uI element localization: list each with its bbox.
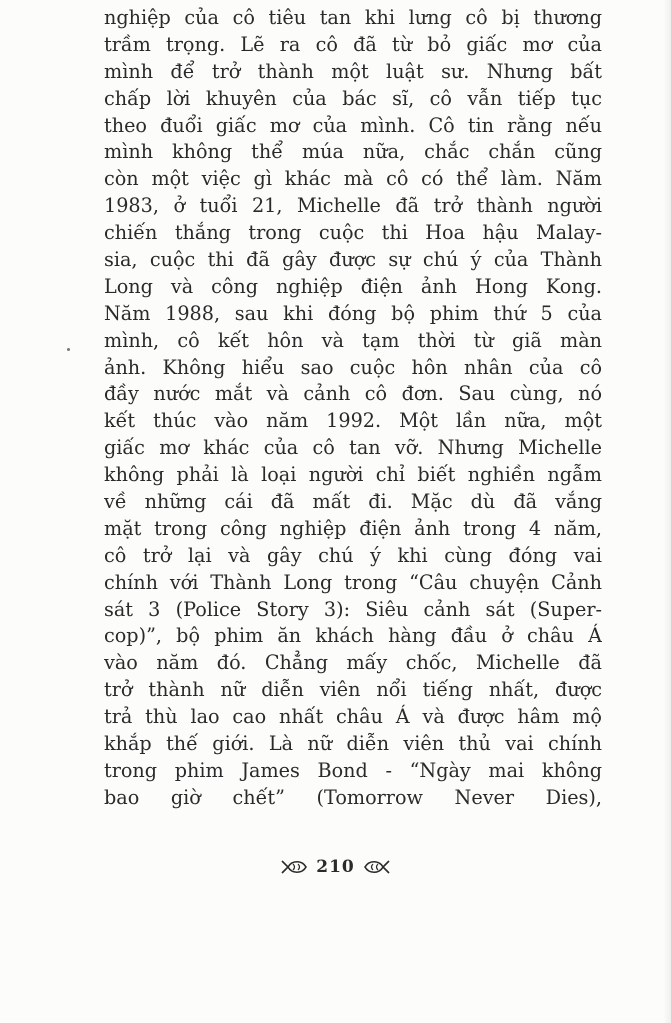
text-line: trở thành nữ diễn viên nổi tiếng nhất, được [104, 678, 602, 702]
text-line: trong phim James Bond - “Ngày mai không [104, 758, 602, 782]
text-line: cô trở lại và gây chú ý khi cùng đóng vai [104, 543, 602, 567]
text-line: nghiệp của cô tiêu tan khi lưng cô bị thương [104, 6, 602, 29]
text-line: bao giờ chết” (Tomorrow Never Dies), [104, 785, 602, 809]
text-line: theo đuổi giấc mơ của mình. Cô tin rằng nếu [104, 113, 602, 137]
text-line: còn một việc gì khác mà cô có thể làm. Năm [104, 167, 602, 191]
text-line: vào năm đó. Chẳng mấy chốc, Michelle đã [104, 651, 602, 675]
fish-ornament-icon [280, 858, 308, 876]
text-line: trầm trọng. Lẽ ra cô đã từ bỏ giấc mơ của [104, 32, 602, 56]
text-line: trả thù lao cao nhất châu Á và được hâm mộ [104, 705, 602, 729]
scan-speck [67, 348, 70, 351]
text-line: khắp thế giới. Là nữ diễn viên thủ vai chính [104, 732, 602, 756]
text-line: đầy nước mắt và cảnh cô đơn. Sau cùng, nó [104, 382, 602, 406]
text-line: sia, cuộc thi đã gây được sự chú ý của Thành [104, 248, 602, 272]
page-footer [0, 852, 671, 882]
page-edge-shadow [663, 0, 671, 1023]
text-line: mình để trở thành một luật sư. Nhưng bất [104, 59, 602, 83]
text-line: về những cái đã mất đi. Mặc dù đã vắng [104, 490, 602, 514]
text-line: Long và công nghiệp điện ảnh Hong Kong. [104, 274, 602, 298]
text-line: chiến thắng trong cuộc thi Hoa hậu Malay- [104, 221, 602, 245]
text-line: không phải là loại người chỉ biết nghiền ngẫm [104, 463, 602, 487]
text-line: giấc mơ khác của cô tan vỡ. Nhưng Michelle [104, 436, 602, 460]
text-line: chấp lời khuyên của bác sĩ, cô vẫn tiếp tục [104, 86, 602, 110]
text-line: mình, cô kết hôn và tạm thời từ giã màn [104, 328, 602, 352]
text-line: chính với Thành Long trong “Câu chuyện Cảnh [104, 570, 602, 594]
text-line: ảnh. Không hiểu sao cuộc hôn nhân của cô [104, 355, 602, 379]
text-line: mình không thể múa nữa, chắc chắn cũng [104, 140, 602, 164]
text-line: Năm 1988, sau khi đóng bộ phim thứ 5 của [104, 301, 602, 325]
body-text [104, 5, 602, 812]
text-line: kết thúc vào năm 1992. Một lần nữa, một [104, 409, 602, 433]
text-line: sát 3 (Police Story 3): Siêu cảnh sát (Super- [104, 597, 602, 621]
text-line: 1983, ở tuổi 21, Michelle đã trở thành người [104, 194, 602, 218]
fish-ornament-icon [363, 858, 391, 876]
page-number: 210 [316, 857, 355, 877]
text-line: mặt trong công nghiệp điện ảnh trong 4 năm, [104, 516, 602, 540]
text-line: cop)”, bộ phim ăn khách hàng đầu ở châu Á [104, 624, 602, 648]
